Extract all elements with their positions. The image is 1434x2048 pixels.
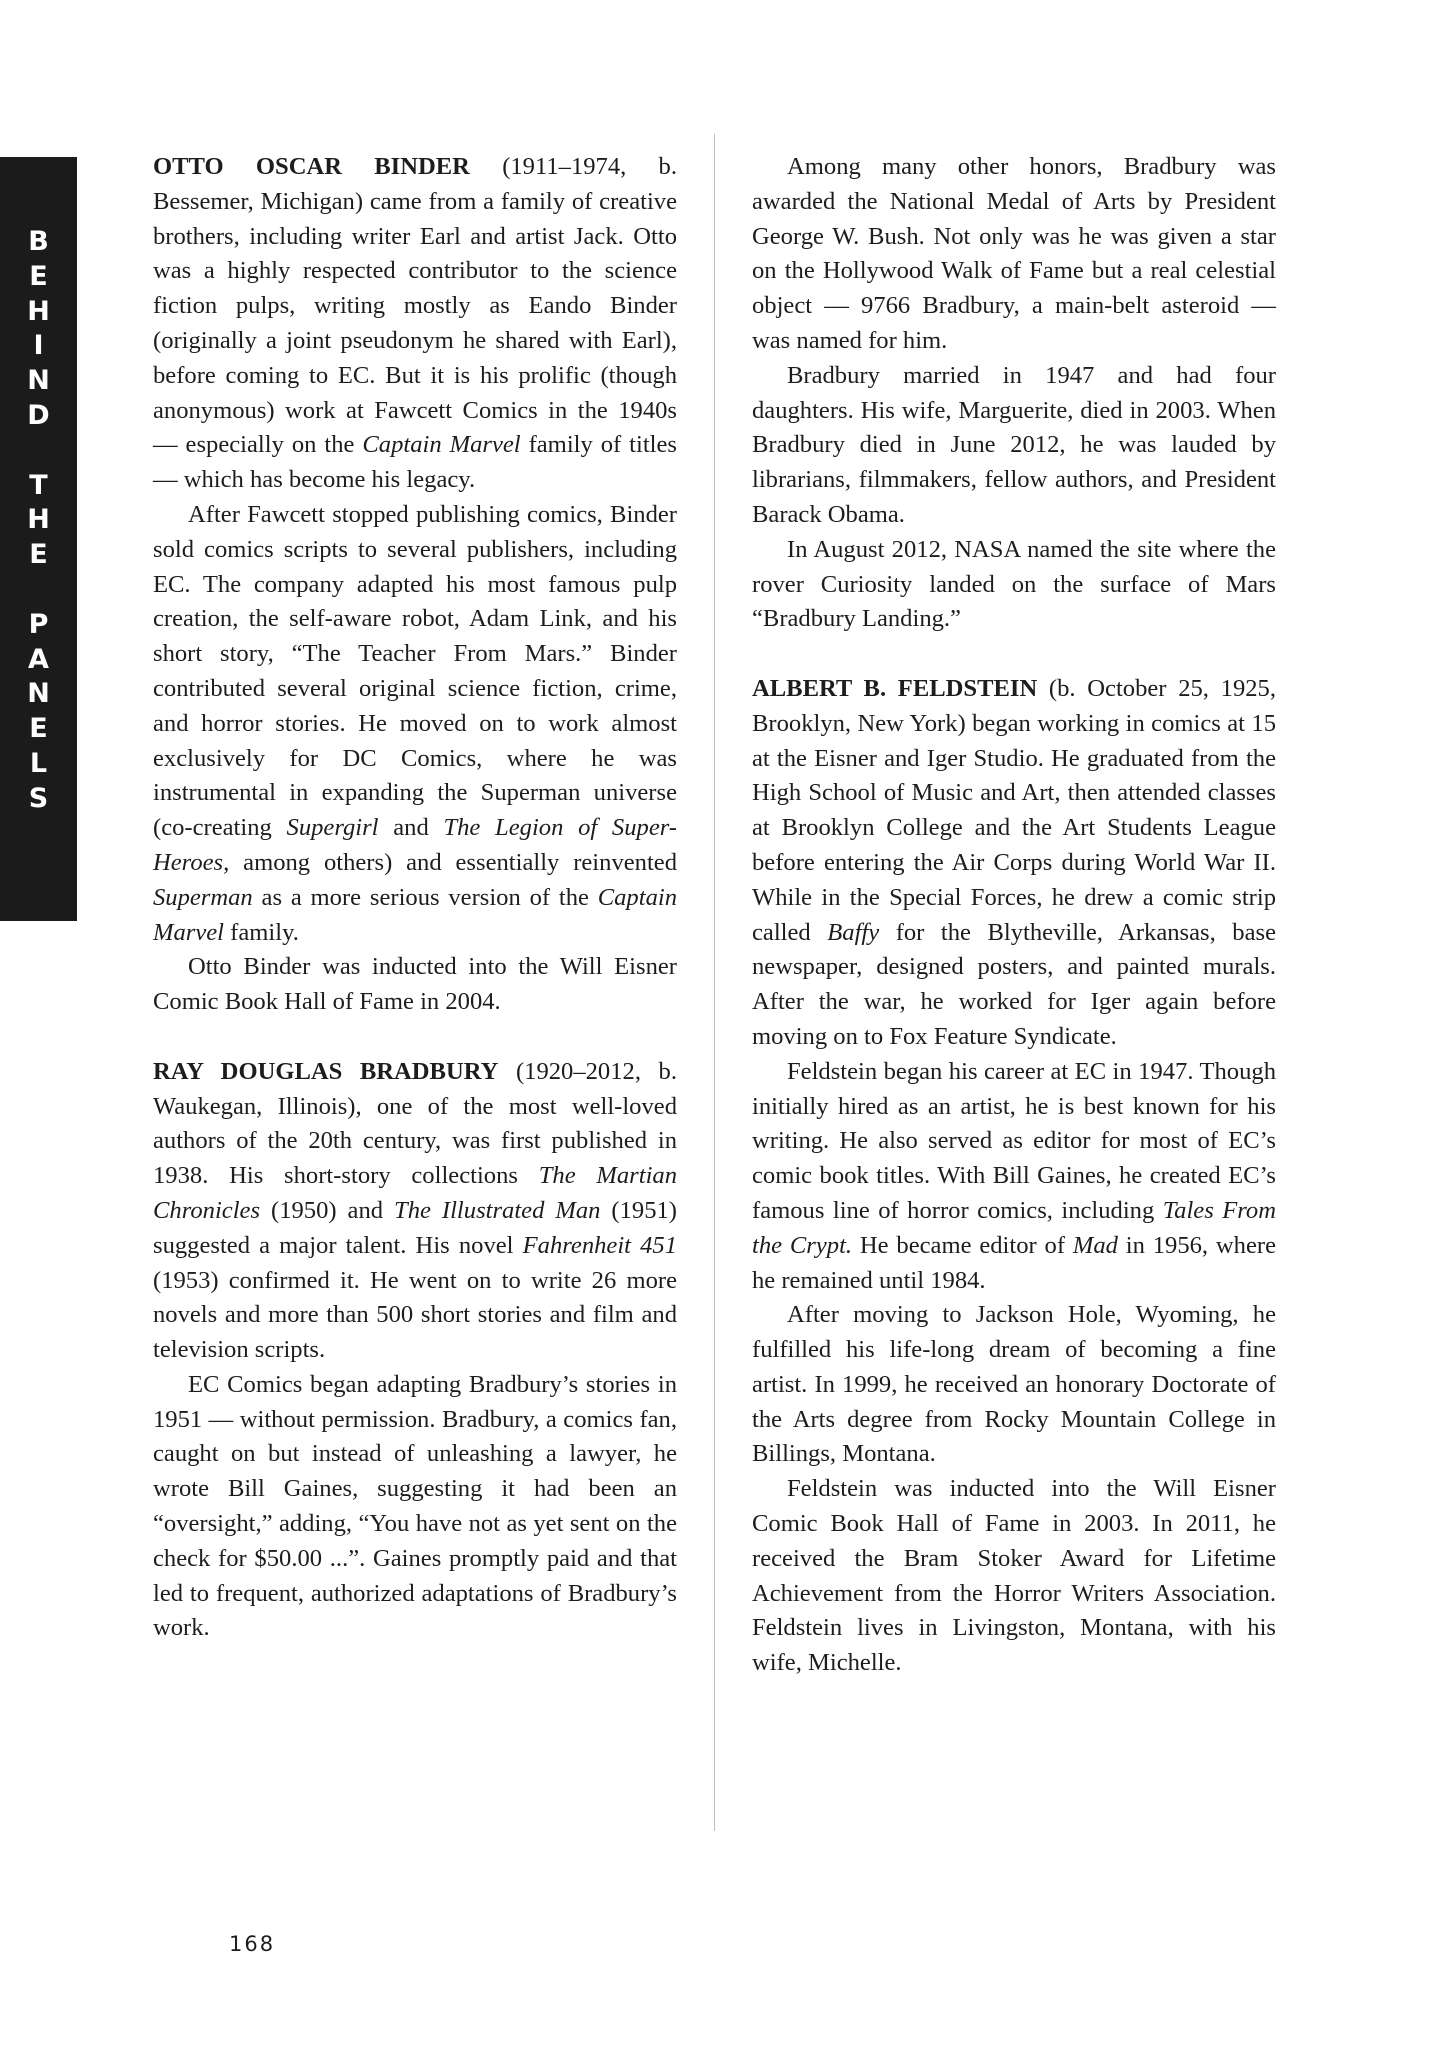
- binder-name: OTTO OSCAR BINDER: [153, 153, 470, 180]
- text-run: among others) and essentially reinvented: [229, 848, 677, 876]
- italic-title: Tales From the Crypt.: [752, 1196, 1276, 1259]
- bradbury-paragraph-5: In August 2012, NASA named the site where the rover Curiosity landed on the surface of Mars “Bradbury Landing.”: [752, 535, 1276, 633]
- text-run: Feldstein began his career at EC in 1947. Though initially hired as an artist, he is best known for his writing. He also served as editor for most of EC’s comic book titles. With Bill Gaines, he created EC’s famous line of horror comics, including: [752, 1057, 1276, 1224]
- text-run: (1953) confirmed it. He went on to write 26 more novels and more than 500 short stories and film and television scripts.: [153, 1266, 677, 1364]
- italic-title: Mad: [1072, 1231, 1118, 1259]
- bradbury-paragraph-2: EC Comics began adapting Bradbury’s stories in 1951 — without permission. Bradbury, a comics fan, caught on but instead of unleashing a lawyer, he wrote Bill Gaines, suggesting it had been an “oversight,” adding, “You have not as yet sent on the check for $50.00 ...”. Gaines promptly paid and that led to frequent, authorized adaptations of Bradbury’s work.: [153, 1370, 677, 1642]
- text-run: and: [378, 814, 444, 842]
- column-divider: [714, 134, 715, 1831]
- feldstein-paragraph-1: [752, 672, 1276, 1055]
- binder-paragraph-1: [153, 150, 677, 498]
- text-run: (1920–2012, b. Waukegan, Illinois), one of the most well-loved authors of the 20th century, was first published in 1938. His short-story collections: [153, 1057, 677, 1190]
- feldstein-paragraph-2: [752, 1055, 1276, 1299]
- left-column: [153, 150, 677, 1646]
- italic-title: Fahrenheit 451: [522, 1231, 678, 1259]
- italic-title: Supergirl: [286, 814, 379, 842]
- italic-title: Superman: [153, 883, 253, 911]
- binder-paragraph-3: Otto Binder was inducted into the Will Eisner Comic Book Hall of Fame in 2004.: [153, 953, 677, 1016]
- text-run: family.: [224, 918, 299, 946]
- text-run: in 1956, where he remained until 1984.: [752, 1231, 1276, 1294]
- section-side-tab-label: B E H I N D T H E P A N E L S: [27, 226, 50, 814]
- text-run: as a more serious version of the: [252, 883, 598, 911]
- italic-title: Captain Marvel: [153, 883, 677, 946]
- right-column: [752, 150, 1276, 1681]
- text-run: (1950) and: [260, 1196, 395, 1224]
- text-run: (b. October 25, 1925, Brooklyn, New York) began working in comics at 15 at the Eisner and Iger Studio. He graduated from the High School of Music and Art, then attended classes at Brooklyn College and the Art Students League before entering the Air Corps during World War II. While in the Special Forces, he drew a comic strip called: [752, 674, 1276, 946]
- italic-title: The Legion of Super-Heroes,: [153, 814, 677, 876]
- text-run: (1951) suggested a major talent. His novel: [153, 1196, 677, 1259]
- text-run: (1911–1974, b. Bessemer, Michigan) came from a family of creative brothers, including writer Earl and artist Jack. Otto was a highly respected contributor to the science fiction pulps, writing mostly as Eando Binder (originally a joint pseudonym he shared with Earl), before coming to EC. But it is his prolific (though anonymous) work at Fawcett Comics in the 1940s — especially on the: [153, 153, 678, 459]
- page-number: 168: [229, 1932, 276, 1956]
- text-run: for the Blytheville, Arkansas, base newspaper, designed posters, and painted murals. After the war, he worked for Iger again before moving on to Fox Feature Syndicate.: [752, 918, 1276, 1050]
- binder-paragraph-2: [153, 498, 677, 950]
- text-run: After Fawcett stopped publishing comics, Binder sold comics scripts to several publishers, including EC. The company adapted his most famous pulp creation, the self-aware robot, Adam Link, and his short story, “The Teacher From Mars.” Binder contributed several original science fiction, crime, and horror stories. He moved on to work almost exclusively for DC Comics, where he was instrumental in expanding the Superman universe (co-creating: [153, 500, 677, 842]
- bradbury-paragraph-4: Bradbury married in 1947 and had four daughters. His wife, Marguerite, died in 2003. When Bradbury died in June 2012, he was lauded by librarians, filmmakers, fellow authors, and President Barack Obama.: [752, 361, 1276, 528]
- bradbury-name: RAY DOUGLAS BRADBURY: [153, 1057, 499, 1085]
- feldstein-paragraph-4: Feldstein was inducted into the Will Eisner Comic Book Hall of Fame in 2003. In 2011, he received the Bram Stoker Award for Lifetime Achievement from the Horror Writers Association. Feldstein lives in Livingston, Montana, with his wife, Michelle.: [752, 1475, 1276, 1677]
- text-run: family of titles — which has become his legacy.: [153, 431, 677, 494]
- italic-title: The Illustrated Man: [394, 1196, 601, 1224]
- feldstein-name: ALBERT B. FELDSTEIN: [752, 674, 1038, 702]
- italic-title: The Martian Chronicles: [153, 1162, 678, 1224]
- bradbury-paragraph-3: Among many other honors, Bradbury was awarded the National Medal of Arts by President George W. Bush. Not only was he was given a star on the Hollywood Walk of Fame but a real celestial object — 9766 Bradbury, a main-belt asteroid — was named for him.: [752, 153, 1276, 354]
- text-run: He became editor of: [852, 1231, 1073, 1259]
- italic-title: Baffy: [827, 918, 880, 946]
- bradbury-paragraph-1: [153, 1055, 677, 1368]
- feldstein-paragraph-3: After moving to Jackson Hole, Wyoming, he fulfilled his life-long dream of becoming a fine artist. In 1999, he received an honorary Doctorate of the Arts degree from Rocky Mountain College in Billings, Montana.: [752, 1301, 1276, 1468]
- italic-title: Captain Marvel: [362, 431, 521, 459]
